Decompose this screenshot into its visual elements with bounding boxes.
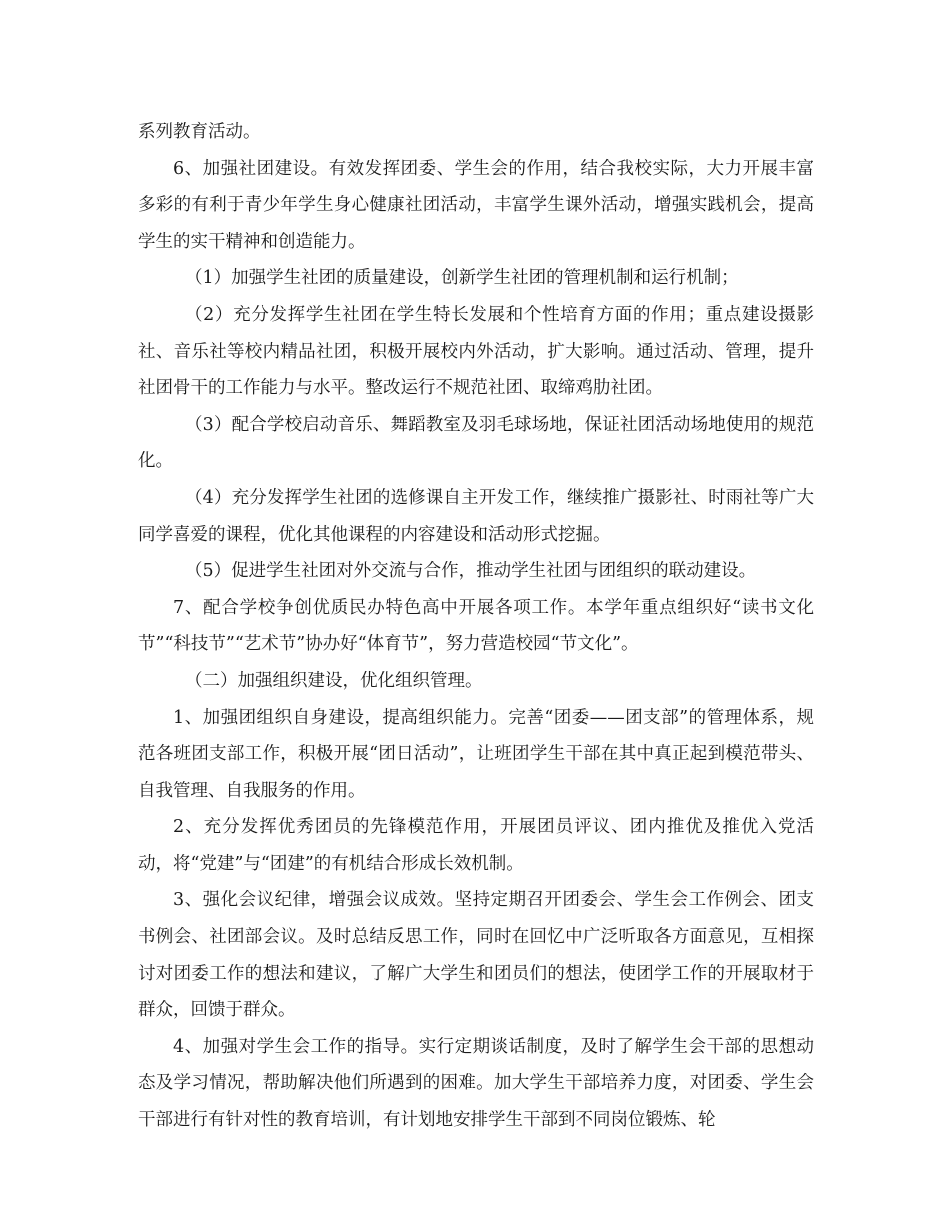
paragraph: 7、配合学校争创优质民办特色高中开展各项工作。本学年重点组织好“读书文化节”“科技节”“艺术节”协办好“体育节”，努力营造校园“节文化”。: [138, 597, 814, 655]
paragraph: （1）加强学生社团的质量建设，创新学生社团的管理机制和运行机制；: [185, 268, 739, 289]
paragraph: 2、充分发挥优秀团员的先锋模范作用，开展团员评议、团内推优及推优入党活动，将“党建”与“团建”的有机结合形成长效机制。: [138, 817, 814, 874]
paragraph: （3）配合学校启动音乐、舞蹈教室及羽毛球场地，保证社团活动场地使用的规范化。: [138, 414, 814, 472]
document-body: [138, 114, 814, 1139]
paragraph: （5）促进学生社团对外交流与合作，推动学生社团与团组织的联动建设。: [185, 561, 757, 582]
paragraph: （2）充分发挥学生社团在学生特长发展和个性培育方面的作用；重点建设摄影社、音乐社等校内精品社团，积极开展校内外活动，扩大影响。通过活动、管理，提升社团骨干的工作能力与水平。整改运行不规范社团、取缔鸡肋社团。: [138, 304, 814, 399]
paragraph: 3、强化会议纪律，增强会议成效。坚持定期召开团委会、学生会工作例会、团支书例会、社团部会议。及时总结反思工作，同时在回忆中广泛听取各方面意见，互相探讨对团委工作的想法和建议，了解广大学生和团员们的想法，使团学工作的开展取材于群众，回馈于群众。: [138, 890, 814, 1021]
paragraph: 系列教育活动。: [138, 122, 261, 142]
paragraph: 1、加强团组织自身建设，提高组织能力。完善“团委——团支部”的管理体系，规范各班团支部工作，积极开展“团日活动”，让班团学生干部在其中真正起到模范带头、自我管理、自我服务的作用。: [138, 707, 814, 801]
paragraph: 6、加强社团建设。有效发挥团委、学生会的作用，结合我校实际，大力开展丰富多彩的有利于青少年学生身心健康社团活动，丰富学生课外活动，增强实践机会，提高学生的实干精神和创造能力。: [138, 158, 814, 252]
paragraph: 4、加强对学生会工作的指导。实行定期谈话制度，及时了解学生会干部的思想动态及学习情况，帮助解决他们所遇到的困难。加大学生干部培养力度，对团委、学生会干部进行有针对性的教育培训，有计划地安排学生干部到不同岗位锻炼、轮: [138, 1036, 814, 1131]
paragraph: （二）加强组织建设，优化组织管理。: [185, 670, 483, 691]
paragraph: （4）充分发挥学生社团的选修课自主开发工作，继续推广摄影社、时雨社等广大同学喜爱的课程，优化其他课程的内容建设和活动形式挖掘。: [138, 487, 814, 545]
